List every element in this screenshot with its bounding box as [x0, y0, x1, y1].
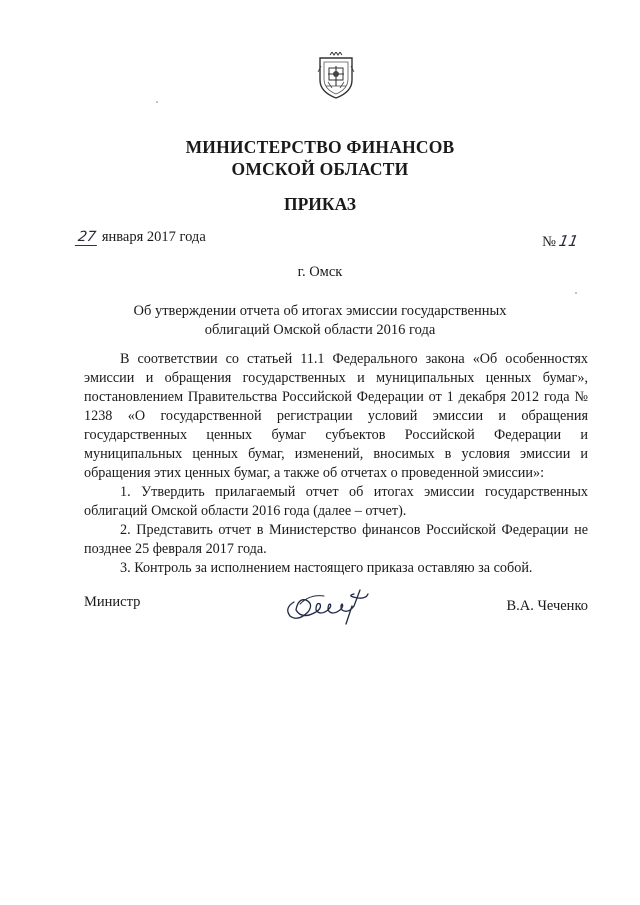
signer-name: В.А. Чеченко	[506, 598, 588, 614]
preamble-paragraph: В соответствии со статьей 11.1 Федерального закона «Об особенностях эмиссии и обращения государственных и муниципальных ценных бумаг», постановлением Правительства Российской Федерации от 1 декабря 2012 года № 1238 «О государственной регистрации условий эмиссии и обращения государственных ценных бумаг субъектов Российской Федерации и муниципальных ценных бумаг, изменений, вносимых в условия эмиссии и обращения этих ценных бумаг, а также об отчетах о проведенной эмиссии»:	[84, 351, 588, 481]
date-rest: января 2017 года	[101, 229, 206, 245]
ministry-line-2: ОМСКОЙ ОБЛАСТИ	[231, 159, 409, 179]
order-date	[76, 229, 206, 246]
handwritten-signature-icon	[280, 582, 372, 628]
item-2-paragraph: 2. Представить отчет в Министерство финансов Российской Федерации не позднее 25 февраля 2017 года.	[84, 522, 588, 557]
order-subject	[0, 302, 640, 340]
ministry-name	[0, 136, 640, 180]
signoff-block	[84, 594, 588, 634]
date-day-handwritten: 27	[75, 229, 99, 246]
scan-speck	[156, 101, 158, 103]
order-number	[542, 232, 578, 251]
signer-role: Министр	[84, 594, 141, 610]
scan-speck	[575, 292, 577, 294]
number-sign: №	[542, 234, 556, 250]
number-value-handwritten: 11	[557, 232, 580, 250]
subject-line-2: облигаций Омской области 2016 года	[204, 322, 436, 338]
document-type: ПРИКАЗ	[283, 194, 357, 214]
ministry-line-1: МИНИСТЕРСТВО ФИНАНСОВ	[185, 137, 455, 157]
item-3-paragraph: 3. Контроль за исполнением настоящего приказа оставляю за собой.	[120, 560, 533, 576]
city: г. Омск	[297, 264, 343, 280]
order-body	[84, 350, 588, 578]
omsk-coat-of-arms-icon	[316, 52, 356, 100]
item-1-paragraph: 1. Утвердить прилагаемый отчет об итогах эмиссии государственных облигаций Омской области 2016 года (далее – отчет).	[84, 484, 588, 519]
subject-line-1: Об утверждении отчета об итогах эмиссии государственных	[133, 303, 507, 319]
